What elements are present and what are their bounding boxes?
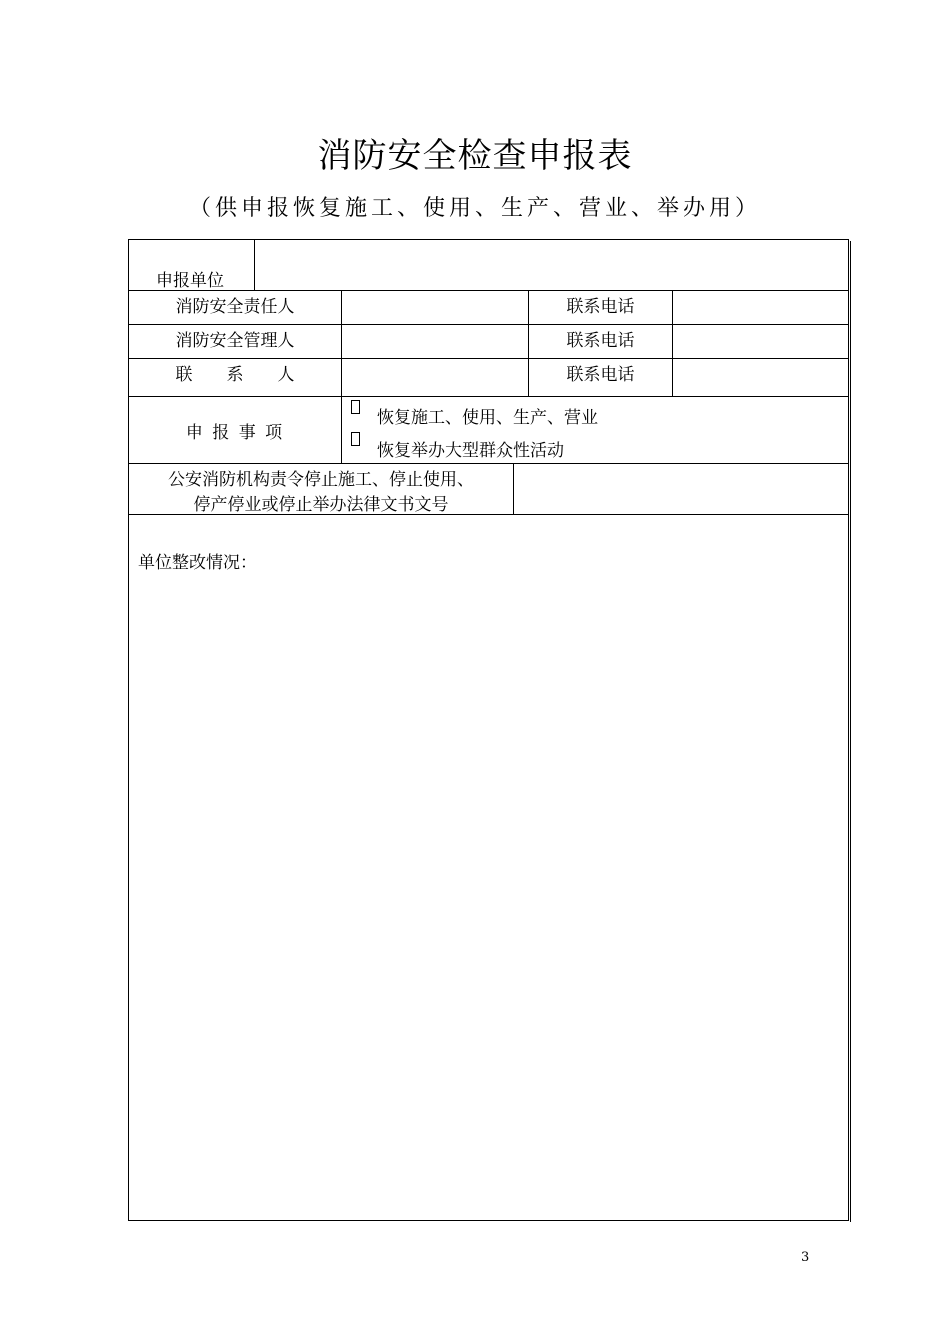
applicant-unit-label: 申报单位 [156, 271, 224, 291]
legal-doc-label: 停产停业或停止举办法律文书文号 [193, 495, 449, 515]
row-divider [128, 463, 849, 464]
table-border-right [848, 239, 849, 1221]
contact-person-field[interactable] [346, 364, 524, 386]
matter-option-resume-operation: 恢复施工、使用、生产、营业 [377, 408, 598, 428]
checkbox-icon[interactable] [351, 400, 360, 414]
row-divider [128, 324, 849, 325]
col-divider [341, 290, 342, 464]
matter-label: 申 报 事 项 [185, 423, 285, 443]
phone-label: 联系电话 [566, 297, 635, 317]
contact-person-label: 联 系 人 [175, 365, 295, 385]
rectification-field[interactable] [138, 580, 838, 1200]
checkbox-icon[interactable] [351, 432, 360, 446]
row-divider [128, 290, 849, 291]
row-divider [128, 396, 849, 397]
col-divider [513, 463, 514, 515]
col-divider [254, 239, 255, 291]
safety-responsible-field[interactable] [346, 296, 524, 318]
phone-label: 联系电话 [566, 331, 635, 351]
legal-doc-label: 公安消防机构责令停止施工、停止使用、 [168, 470, 474, 490]
safety-manager-label: 消防安全管理人 [175, 331, 295, 351]
table-border-left [128, 239, 129, 1221]
safety-manager-field[interactable] [346, 330, 524, 352]
phone-field[interactable] [677, 364, 842, 386]
row-divider [128, 358, 849, 359]
table-border-right-shadow [850, 241, 851, 1222]
table-border-top [128, 239, 849, 240]
page-number: 3 [801, 1250, 810, 1265]
rectification-label: 单位整改情况： [138, 553, 257, 573]
phone-label: 联系电话 [566, 365, 635, 385]
page-title: 消防安全检查申报表 [317, 136, 633, 176]
phone-field[interactable] [677, 330, 842, 352]
phone-field[interactable] [677, 296, 842, 318]
table-border-bottom [128, 1220, 849, 1221]
page-subtitle: （供申报恢复施工、使用、生产、营业、举办用） [188, 196, 761, 221]
legal-doc-number-field[interactable] [520, 478, 842, 500]
matter-option-resume-event: 恢复举办大型群众性活动 [377, 441, 564, 461]
safety-responsible-label: 消防安全责任人 [175, 297, 295, 317]
applicant-unit-field[interactable] [262, 262, 842, 284]
col-divider [672, 290, 673, 397]
